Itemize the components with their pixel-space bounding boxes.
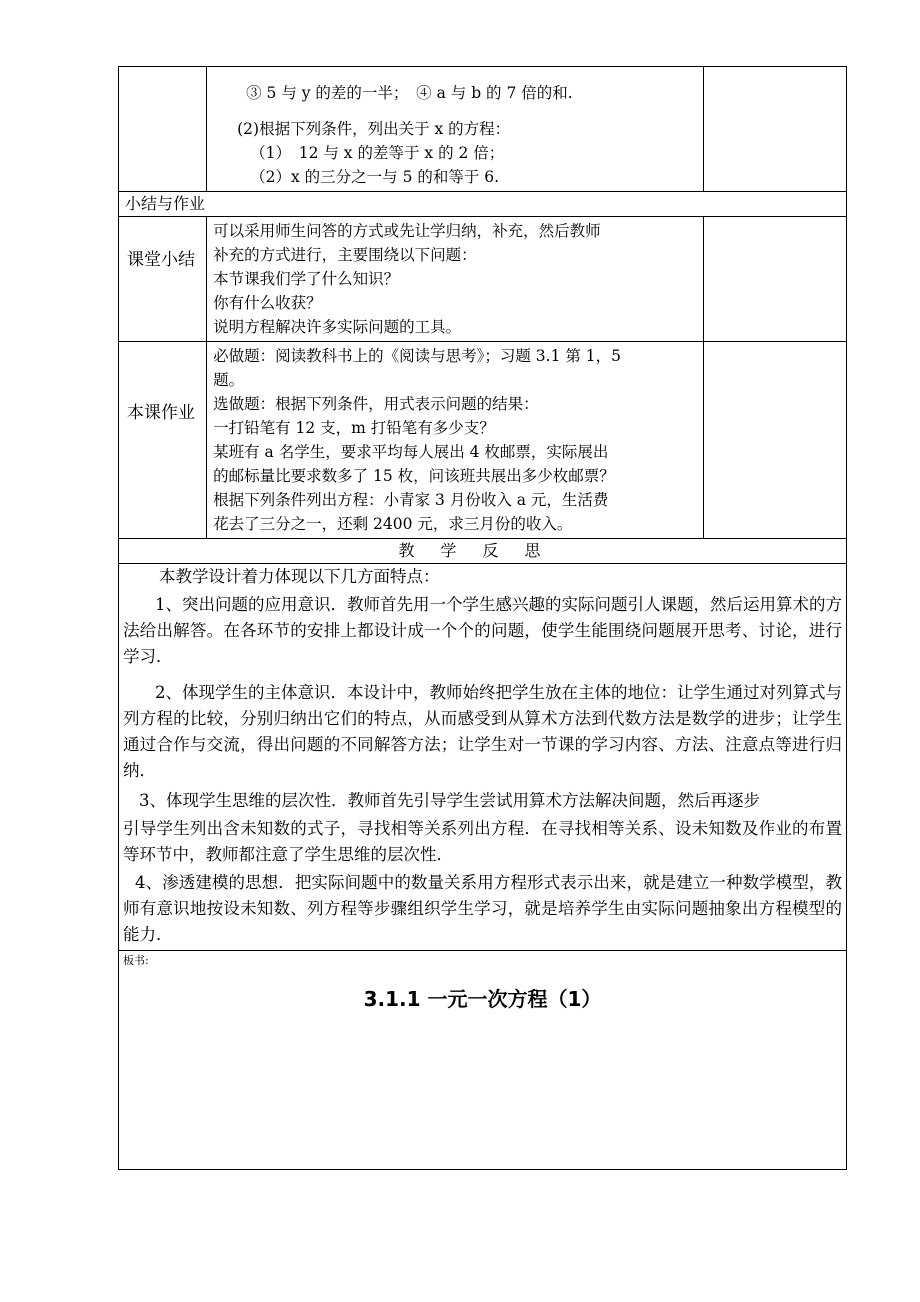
exercise-line-2: (2)根据下列条件，列出关于 x 的方程：	[237, 120, 511, 138]
homework-line: 花去了三分之一，还剩 2400 元，求三月份的收入。	[213, 515, 573, 533]
summary-line: 可以采用师生问答的方式或先让学归纳，补充，然后教师	[213, 222, 601, 240]
reflection-point-1: 1、突出问题的应用意识．教师首先用一个学生感兴趣的实际问题引人课题，然后运用算术的方法给出解答。在各环节的安排上都设计成一个个的问题，使学生能围绕问题展开思考、讨论，进行学习．	[123, 595, 842, 666]
homework-line: 题。	[213, 371, 245, 389]
homework-content	[207, 342, 704, 539]
board-row	[119, 951, 847, 1170]
classroom-summary-row	[119, 217, 847, 342]
reflection-heading: 教学反思	[119, 539, 847, 564]
board-label: 板书:	[123, 954, 149, 967]
board-title: 3.1.1 一元一次方程（1）	[363, 987, 602, 1011]
board-cell	[119, 951, 847, 1170]
homework-line: 根据下列条件列出方程：小青家 3 月份收入 a 元，生活费	[213, 491, 609, 509]
summary-line: 补充的方式进行，主要围绕以下问题：	[213, 246, 477, 264]
exercise-content-cell	[207, 67, 704, 192]
exercise-label-cell	[119, 67, 207, 192]
reflection-point-2: 2、体现学生的主体意识．本设计中，教师始终把学生放在主体的地位：让学生通过对列算式与列方程的比较，分别归纳出它们的特点，从而感受到从算术方法到代数方法是数学的进步；让学生通过合作与交流，得出问题的不同解答方法；让学生对一节课的学习内容、方法、注意点等进行归纳．	[123, 683, 842, 780]
summary-section-heading: 小结与作业	[119, 192, 847, 217]
summary-header-row	[119, 192, 847, 217]
homework-label: 本课作业	[119, 342, 207, 539]
exercise-line-4: （2）x 的三分之一与 5 的和等于 6.	[250, 168, 500, 186]
classroom-summary-label: 课堂小结	[119, 217, 207, 342]
reflection-point-3-start: 3、体现学生思维的层次性．教师首先引导学生尝试用算术方法解决间题，然后再逐步	[139, 791, 760, 810]
homework-line: 选做题：根据下列条件，用式表示问题的结果：	[213, 395, 539, 413]
exercise-line-1: ③ 5 与 y 的差的一半； ④ a 与 b 的 7 倍的和.	[246, 84, 573, 102]
homework-row	[119, 342, 847, 539]
classroom-summary-notes	[703, 217, 846, 342]
summary-line: 本节课我们学了什么知识？	[213, 270, 400, 288]
reflection-content	[119, 564, 847, 951]
homework-line: 必做题：阅读教科书上的《阅读与思考》；习题 3.1 第 1，5	[213, 347, 622, 365]
exercise-notes-cell	[703, 67, 846, 192]
reflection-intro: 本教学设计着力体现以下几方面特点：	[159, 567, 440, 586]
exercise-line-3: （1） 12 与 x 的差等于 x 的 2 倍；	[250, 144, 505, 162]
classroom-summary-content	[207, 217, 704, 342]
homework-line: 的邮标量比要求数多了 15 枚，问该班共展出多少枚邮票？	[213, 467, 615, 485]
reflection-row	[119, 564, 847, 951]
exercise-row	[119, 67, 847, 192]
reflection-header-row	[119, 539, 847, 564]
homework-notes	[703, 342, 846, 539]
summary-line: 说明方程解决许多实际问题的工具。	[213, 318, 462, 336]
lesson-plan-table	[118, 66, 847, 1170]
homework-line: 一打铅笔有 12 支，m 打铅笔有多少支？	[213, 419, 495, 437]
summary-line: 你有什么收获？	[213, 294, 322, 312]
reflection-point-4: 4、渗透建模的思想．把实际间题中的数量关系用方程形式表示出来，就是建立一种数学模型，教师有意识地按设未知数、列方程等步骤组织学生学习，就是培养学生由实际问题抽象出方程模型的能力．	[123, 873, 842, 944]
reflection-point-3-rest: 引导学生列出含未知数的式子，寻找相等关系列出方程．在寻找相等关系、设未知数及作业的布置等环节中，教师都注意了学生思维的层次性．	[123, 819, 842, 864]
homework-line: 某班有 a 名学生，要求平均每人展出 4 枚邮票，实际展出	[213, 443, 609, 461]
